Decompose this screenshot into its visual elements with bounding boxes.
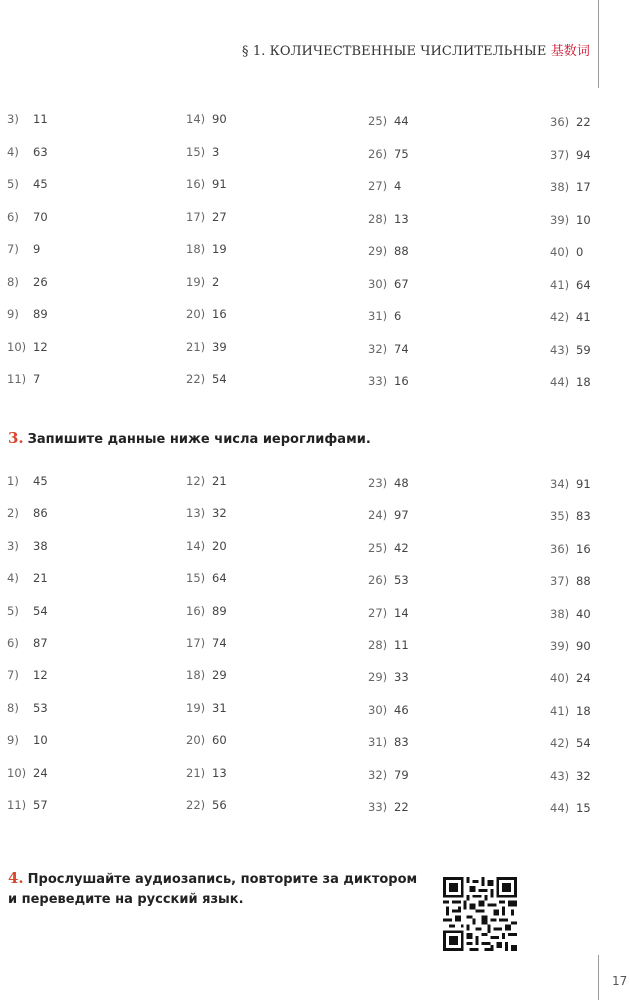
item-number: 22) bbox=[186, 372, 206, 386]
item-number: 10) bbox=[7, 765, 27, 780]
item-value: 22 bbox=[394, 800, 409, 814]
item-value: 3 bbox=[212, 144, 220, 159]
item-number: 43) bbox=[550, 768, 570, 783]
item-value: 97 bbox=[394, 508, 409, 523]
item-value: 90 bbox=[212, 112, 227, 126]
item-value: 41 bbox=[576, 310, 591, 324]
item-value: 11 bbox=[33, 112, 48, 126]
item-number: 9) bbox=[7, 733, 19, 748]
exercise-item bbox=[7, 604, 48, 618]
exercise-item bbox=[7, 177, 48, 191]
exercise-item bbox=[186, 112, 227, 126]
item-value: 94 bbox=[576, 147, 591, 162]
item-number: 25) bbox=[368, 114, 388, 128]
item-number: 41) bbox=[550, 277, 570, 292]
item-number: 8) bbox=[7, 700, 19, 715]
item-value: 90 bbox=[576, 639, 591, 653]
header-divider bbox=[598, 0, 599, 88]
exercise-item bbox=[186, 571, 227, 585]
item-value: 53 bbox=[394, 573, 409, 588]
item-value: 12 bbox=[33, 339, 48, 354]
exercise-item bbox=[186, 798, 227, 812]
exercise-item bbox=[7, 798, 48, 812]
exercise-item bbox=[368, 114, 409, 128]
exercise-item bbox=[550, 509, 591, 523]
exercise-item bbox=[7, 733, 48, 747]
item-number: 5) bbox=[7, 177, 19, 191]
item-number: 14) bbox=[186, 538, 206, 553]
task-4-line1: Прослушайте аудиозапись, повторите за диктором bbox=[27, 872, 418, 887]
exercise-item bbox=[7, 112, 48, 126]
exercise-item bbox=[368, 703, 409, 717]
exercise-item bbox=[368, 670, 409, 684]
item-value: 86 bbox=[33, 506, 48, 521]
task-4-number: 4. bbox=[8, 869, 24, 887]
exercise-item bbox=[186, 668, 227, 682]
item-value: 87 bbox=[33, 636, 48, 650]
item-number: 38) bbox=[550, 180, 570, 194]
exercise-item bbox=[7, 275, 48, 289]
header-title-cn: 基数词 bbox=[550, 44, 590, 59]
exercise-item bbox=[368, 244, 409, 258]
item-number: 41) bbox=[550, 703, 570, 718]
item-number: 44) bbox=[550, 375, 570, 389]
task-4-heading bbox=[8, 868, 417, 910]
item-number: 38) bbox=[550, 606, 570, 621]
task-3-text: Запишите данные ниже числа иероглифами. bbox=[27, 432, 371, 447]
exercise-item bbox=[368, 309, 401, 323]
item-value: 53 bbox=[33, 700, 48, 715]
item-number: 3) bbox=[7, 538, 19, 553]
item-number: 37) bbox=[550, 147, 570, 162]
item-number: 28) bbox=[368, 211, 388, 226]
item-value: 27 bbox=[212, 209, 227, 224]
exercise-item bbox=[368, 147, 409, 161]
exercise-item bbox=[550, 769, 591, 783]
item-number: 42) bbox=[550, 310, 570, 324]
item-number: 8) bbox=[7, 274, 19, 289]
item-number: 21) bbox=[186, 765, 206, 780]
item-value: 46 bbox=[394, 702, 409, 717]
item-value: 11 bbox=[394, 638, 409, 652]
item-value: 42 bbox=[394, 540, 409, 555]
item-number: 19) bbox=[186, 700, 206, 715]
item-value: 18 bbox=[576, 375, 591, 389]
item-number: 28) bbox=[368, 638, 388, 652]
item-number: 15) bbox=[186, 144, 206, 159]
item-number: 11) bbox=[7, 798, 27, 812]
item-number: 40) bbox=[550, 245, 570, 259]
item-value: 67 bbox=[394, 276, 409, 291]
item-value: 59 bbox=[576, 342, 591, 357]
item-number: 27) bbox=[368, 179, 388, 193]
exercise-item bbox=[550, 607, 591, 621]
item-value: 89 bbox=[212, 603, 227, 618]
item-value: 12 bbox=[33, 668, 48, 683]
item-number: 11) bbox=[7, 372, 27, 386]
item-value: 19 bbox=[212, 242, 227, 256]
item-number: 20) bbox=[186, 307, 206, 321]
item-value: 32 bbox=[212, 506, 227, 521]
item-value: 33 bbox=[394, 670, 409, 685]
exercise-item bbox=[368, 735, 409, 749]
item-number: 17) bbox=[186, 209, 206, 224]
item-number: 30) bbox=[368, 702, 388, 717]
item-value: 40 bbox=[576, 606, 591, 621]
item-value: 9 bbox=[33, 242, 41, 256]
exercise-item bbox=[186, 636, 227, 650]
exercise-item bbox=[550, 213, 591, 227]
item-value: 64 bbox=[576, 277, 591, 292]
item-value: 89 bbox=[33, 307, 48, 321]
item-number: 6) bbox=[7, 636, 19, 650]
item-number: 35) bbox=[550, 509, 570, 524]
item-value: 31 bbox=[212, 700, 227, 715]
item-number: 32) bbox=[368, 341, 388, 356]
item-number: 25) bbox=[368, 540, 388, 555]
item-number: 30) bbox=[368, 276, 388, 291]
item-value: 18 bbox=[576, 703, 591, 718]
exercise-item bbox=[7, 506, 48, 520]
exercise-item bbox=[368, 638, 409, 652]
exercise-item bbox=[186, 242, 227, 256]
item-value: 56 bbox=[212, 798, 227, 812]
exercise-item bbox=[550, 704, 591, 718]
exercise-item bbox=[550, 736, 591, 750]
item-number: 22) bbox=[186, 798, 206, 812]
page-number: 17 bbox=[612, 974, 628, 988]
header-title: § 1. КОЛИЧЕСТВЕННЫЕ ЧИСЛИТЕЛЬНЫЕ bbox=[241, 44, 547, 59]
item-value: 79 bbox=[394, 767, 409, 782]
item-value: 88 bbox=[394, 244, 409, 258]
exercise-item bbox=[7, 242, 40, 256]
exercise-item bbox=[368, 179, 401, 193]
item-number: 19) bbox=[186, 274, 206, 289]
exercise-item bbox=[186, 372, 227, 386]
exercise-item bbox=[550, 115, 591, 129]
item-value: 24 bbox=[576, 671, 591, 686]
exercise-item bbox=[7, 340, 48, 354]
exercise-item bbox=[550, 671, 591, 685]
item-value: 54 bbox=[33, 603, 48, 618]
item-number: 33) bbox=[368, 374, 388, 388]
exercise-item bbox=[7, 539, 48, 553]
exercise-item bbox=[368, 476, 409, 490]
exercise-item bbox=[186, 340, 227, 354]
item-number: 27) bbox=[368, 605, 388, 620]
item-number: 10) bbox=[7, 339, 27, 354]
item-number: 13) bbox=[186, 506, 206, 521]
exercise-item bbox=[7, 636, 48, 650]
exercise-item bbox=[186, 307, 227, 321]
item-number: 26) bbox=[368, 146, 388, 161]
item-number: 44) bbox=[550, 801, 570, 815]
item-value: 57 bbox=[33, 798, 48, 812]
exercise-item bbox=[186, 539, 227, 553]
task-4-line2: и переведите на русский язык. bbox=[8, 892, 244, 907]
item-value: 15 bbox=[576, 801, 591, 815]
exercise-item bbox=[186, 177, 227, 191]
exercise-item bbox=[550, 343, 591, 357]
item-number: 36) bbox=[550, 541, 570, 556]
item-value: 44 bbox=[394, 114, 409, 128]
item-value: 20 bbox=[212, 538, 227, 553]
exercise-item bbox=[368, 573, 409, 587]
exercise-item bbox=[186, 604, 227, 618]
item-number: 34) bbox=[550, 477, 570, 491]
exercise-item bbox=[186, 766, 227, 780]
item-value: 13 bbox=[212, 765, 227, 780]
item-value: 38 bbox=[33, 538, 48, 553]
item-number: 33) bbox=[368, 800, 388, 814]
item-value: 17 bbox=[576, 180, 591, 194]
item-value: 74 bbox=[394, 341, 409, 356]
item-number: 2) bbox=[7, 506, 19, 521]
exercise-item bbox=[186, 474, 227, 488]
exercise-item bbox=[550, 245, 583, 259]
item-value: 21 bbox=[33, 571, 48, 586]
exercise-item bbox=[550, 477, 591, 491]
exercise-item bbox=[7, 210, 48, 224]
exercise-item bbox=[550, 180, 591, 194]
item-number: 7) bbox=[7, 242, 19, 256]
item-number: 5) bbox=[7, 603, 19, 618]
item-value: 24 bbox=[33, 765, 48, 780]
item-value: 4 bbox=[394, 179, 402, 193]
exercise-item bbox=[550, 375, 591, 389]
item-number: 43) bbox=[550, 342, 570, 357]
exercise-item bbox=[186, 210, 227, 224]
item-number: 7) bbox=[7, 668, 19, 683]
item-value: 14 bbox=[394, 605, 409, 620]
item-number: 9) bbox=[7, 307, 19, 321]
item-value: 45 bbox=[33, 177, 48, 191]
item-number: 20) bbox=[186, 733, 206, 748]
item-number: 4) bbox=[7, 571, 19, 586]
qr-code-icon[interactable] bbox=[443, 877, 517, 951]
item-number: 14) bbox=[186, 112, 206, 126]
item-value: 21 bbox=[212, 474, 227, 488]
item-number: 29) bbox=[368, 670, 388, 685]
exercise-item bbox=[368, 606, 409, 620]
exercise-item bbox=[368, 342, 409, 356]
item-number: 17) bbox=[186, 636, 206, 650]
item-value: 91 bbox=[212, 177, 227, 191]
item-value: 39 bbox=[212, 339, 227, 354]
exercise-item bbox=[550, 639, 591, 653]
item-number: 31) bbox=[368, 309, 388, 323]
exercise-item bbox=[186, 506, 227, 520]
item-number: 12) bbox=[186, 474, 206, 488]
item-number: 23) bbox=[368, 476, 388, 490]
task-3-heading bbox=[8, 428, 371, 450]
exercise-item bbox=[368, 277, 409, 291]
footer-divider bbox=[598, 955, 599, 1000]
exercise-item bbox=[368, 508, 409, 522]
item-number: 15) bbox=[186, 571, 206, 586]
item-number: 39) bbox=[550, 212, 570, 227]
exercise-item bbox=[186, 733, 227, 747]
exercise-item bbox=[368, 768, 409, 782]
exercise-item bbox=[550, 278, 591, 292]
item-value: 10 bbox=[33, 733, 48, 748]
task-3-number: 3. bbox=[8, 429, 24, 447]
item-number: 36) bbox=[550, 115, 570, 129]
item-number: 1) bbox=[7, 474, 19, 488]
item-value: 22 bbox=[576, 115, 591, 129]
item-value: 2 bbox=[212, 274, 220, 289]
item-value: 60 bbox=[212, 733, 227, 748]
exercise-item bbox=[550, 801, 591, 815]
item-number: 21) bbox=[186, 339, 206, 354]
item-number: 26) bbox=[368, 573, 388, 588]
item-number: 4) bbox=[7, 144, 19, 159]
exercise-item bbox=[186, 275, 219, 289]
item-value: 63 bbox=[33, 144, 48, 159]
item-value: 6 bbox=[394, 309, 402, 323]
item-value: 70 bbox=[33, 209, 48, 224]
item-value: 16 bbox=[394, 374, 409, 388]
item-number: 31) bbox=[368, 735, 388, 750]
item-number: 32) bbox=[368, 767, 388, 782]
item-value: 16 bbox=[212, 307, 227, 321]
item-number: 16) bbox=[186, 603, 206, 618]
item-number: 29) bbox=[368, 244, 388, 258]
exercise-item bbox=[7, 307, 48, 321]
item-number: 39) bbox=[550, 639, 570, 653]
item-value: 88 bbox=[576, 574, 591, 589]
item-value: 75 bbox=[394, 146, 409, 161]
item-value: 83 bbox=[576, 509, 591, 524]
exercise-item bbox=[368, 800, 409, 814]
exercise-item bbox=[368, 541, 409, 555]
exercise-item bbox=[186, 145, 219, 159]
item-number: 18) bbox=[186, 242, 206, 256]
item-value: 54 bbox=[212, 372, 227, 386]
exercise-item bbox=[7, 372, 40, 386]
item-value: 7 bbox=[33, 372, 41, 386]
running-header bbox=[242, 40, 590, 59]
exercise-item bbox=[368, 212, 409, 226]
item-value: 32 bbox=[576, 768, 591, 783]
item-number: 6) bbox=[7, 209, 19, 224]
item-value: 26 bbox=[33, 274, 48, 289]
exercise-item bbox=[7, 766, 48, 780]
exercise-item bbox=[7, 145, 48, 159]
item-value: 10 bbox=[576, 212, 591, 227]
item-number: 42) bbox=[550, 736, 570, 751]
item-value: 64 bbox=[212, 571, 227, 586]
item-value: 0 bbox=[576, 245, 584, 259]
item-number: 18) bbox=[186, 668, 206, 683]
item-value: 16 bbox=[576, 541, 591, 556]
item-value: 48 bbox=[394, 476, 409, 490]
exercise-item bbox=[550, 310, 591, 324]
item-value: 29 bbox=[212, 668, 227, 683]
exercise-item bbox=[550, 542, 591, 556]
exercise-item bbox=[550, 148, 591, 162]
exercise-item bbox=[186, 701, 227, 715]
exercise-item bbox=[550, 574, 591, 588]
item-number: 37) bbox=[550, 574, 570, 589]
item-number: 24) bbox=[368, 508, 388, 523]
exercise-item bbox=[7, 474, 48, 488]
item-number: 3) bbox=[7, 112, 19, 126]
exercise-item bbox=[7, 701, 48, 715]
item-value: 83 bbox=[394, 735, 409, 750]
exercise-item bbox=[368, 374, 409, 388]
item-value: 74 bbox=[212, 636, 227, 650]
item-value: 45 bbox=[33, 474, 48, 488]
exercise-item bbox=[7, 668, 48, 682]
item-value: 91 bbox=[576, 477, 591, 491]
exercise-item bbox=[7, 571, 48, 585]
item-value: 13 bbox=[394, 211, 409, 226]
item-number: 40) bbox=[550, 671, 570, 686]
item-number: 16) bbox=[186, 177, 206, 191]
item-value: 54 bbox=[576, 736, 591, 751]
